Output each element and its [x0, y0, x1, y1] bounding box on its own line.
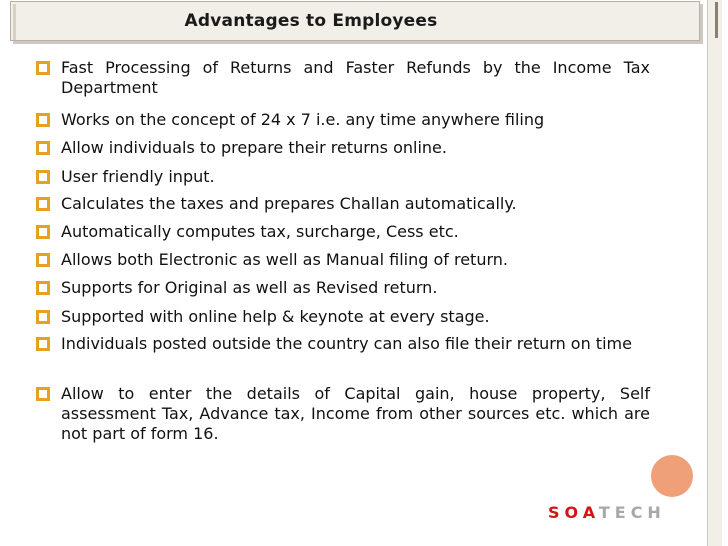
bullet-text: Fast Processing of Returns and Faster Refunds by the Income Tax Department	[61, 58, 650, 97]
title-bar	[10, 1, 700, 41]
bullet-text: Allow individuals to prepare their returns online.	[61, 138, 447, 157]
bullet-item	[36, 307, 490, 327]
bullet-item	[36, 167, 215, 187]
bullet-item	[36, 222, 459, 242]
bullet-item	[36, 58, 650, 98]
hollow-square-bullet-icon	[36, 141, 50, 155]
bullet-text: Calculates the taxes and prepares Challan automatically.	[61, 194, 517, 213]
bullet-item	[36, 250, 508, 270]
hollow-square-bullet-icon	[36, 310, 50, 324]
logo-text-red: SOA	[548, 503, 599, 522]
hollow-square-bullet-icon	[36, 113, 50, 127]
bullet-text: Allow to enter the details of Capital gain, house property, Self assessment Tax, Advance tax, Income from other sources etc. which are not part of form 16.	[61, 384, 650, 443]
right-decor-line	[715, 2, 718, 38]
bullet-text: User friendly input.	[61, 167, 215, 186]
bullet-item	[36, 194, 517, 214]
bullet-text: Supports for Original as well as Revised return.	[61, 278, 438, 297]
logo-text-gray: TECH	[598, 503, 666, 522]
bullet-item	[36, 110, 544, 130]
company-logo	[548, 503, 666, 522]
bullet-text: Works on the concept of 24 x 7 i.e. any time anywhere filing	[61, 110, 545, 129]
bullet-item	[36, 138, 447, 158]
slide-title: Advantages to Employees	[184, 11, 438, 31]
hollow-square-bullet-icon	[36, 61, 50, 75]
hollow-square-bullet-icon	[36, 225, 50, 239]
bullet-item	[36, 384, 650, 444]
hollow-square-bullet-icon	[36, 387, 50, 401]
bullet-text: Supported with online help & keynote at every stage.	[61, 307, 490, 326]
hollow-square-bullet-icon	[36, 281, 50, 295]
bullet-item	[36, 278, 437, 298]
decorative-circle	[651, 455, 693, 497]
right-decor-bar	[707, 0, 722, 546]
hollow-square-bullet-icon	[36, 197, 50, 211]
hollow-square-bullet-icon	[36, 170, 50, 184]
hollow-square-bullet-icon	[36, 337, 50, 351]
bullet-item	[36, 334, 632, 354]
hollow-square-bullet-icon	[36, 253, 50, 267]
bullet-text: Allows both Electronic as well as Manual filing of return.	[61, 250, 508, 269]
bullet-text: Automatically computes tax, surcharge, Cess etc.	[61, 222, 459, 241]
bullet-text: Individuals posted outside the country can also file their return on time	[61, 334, 632, 353]
